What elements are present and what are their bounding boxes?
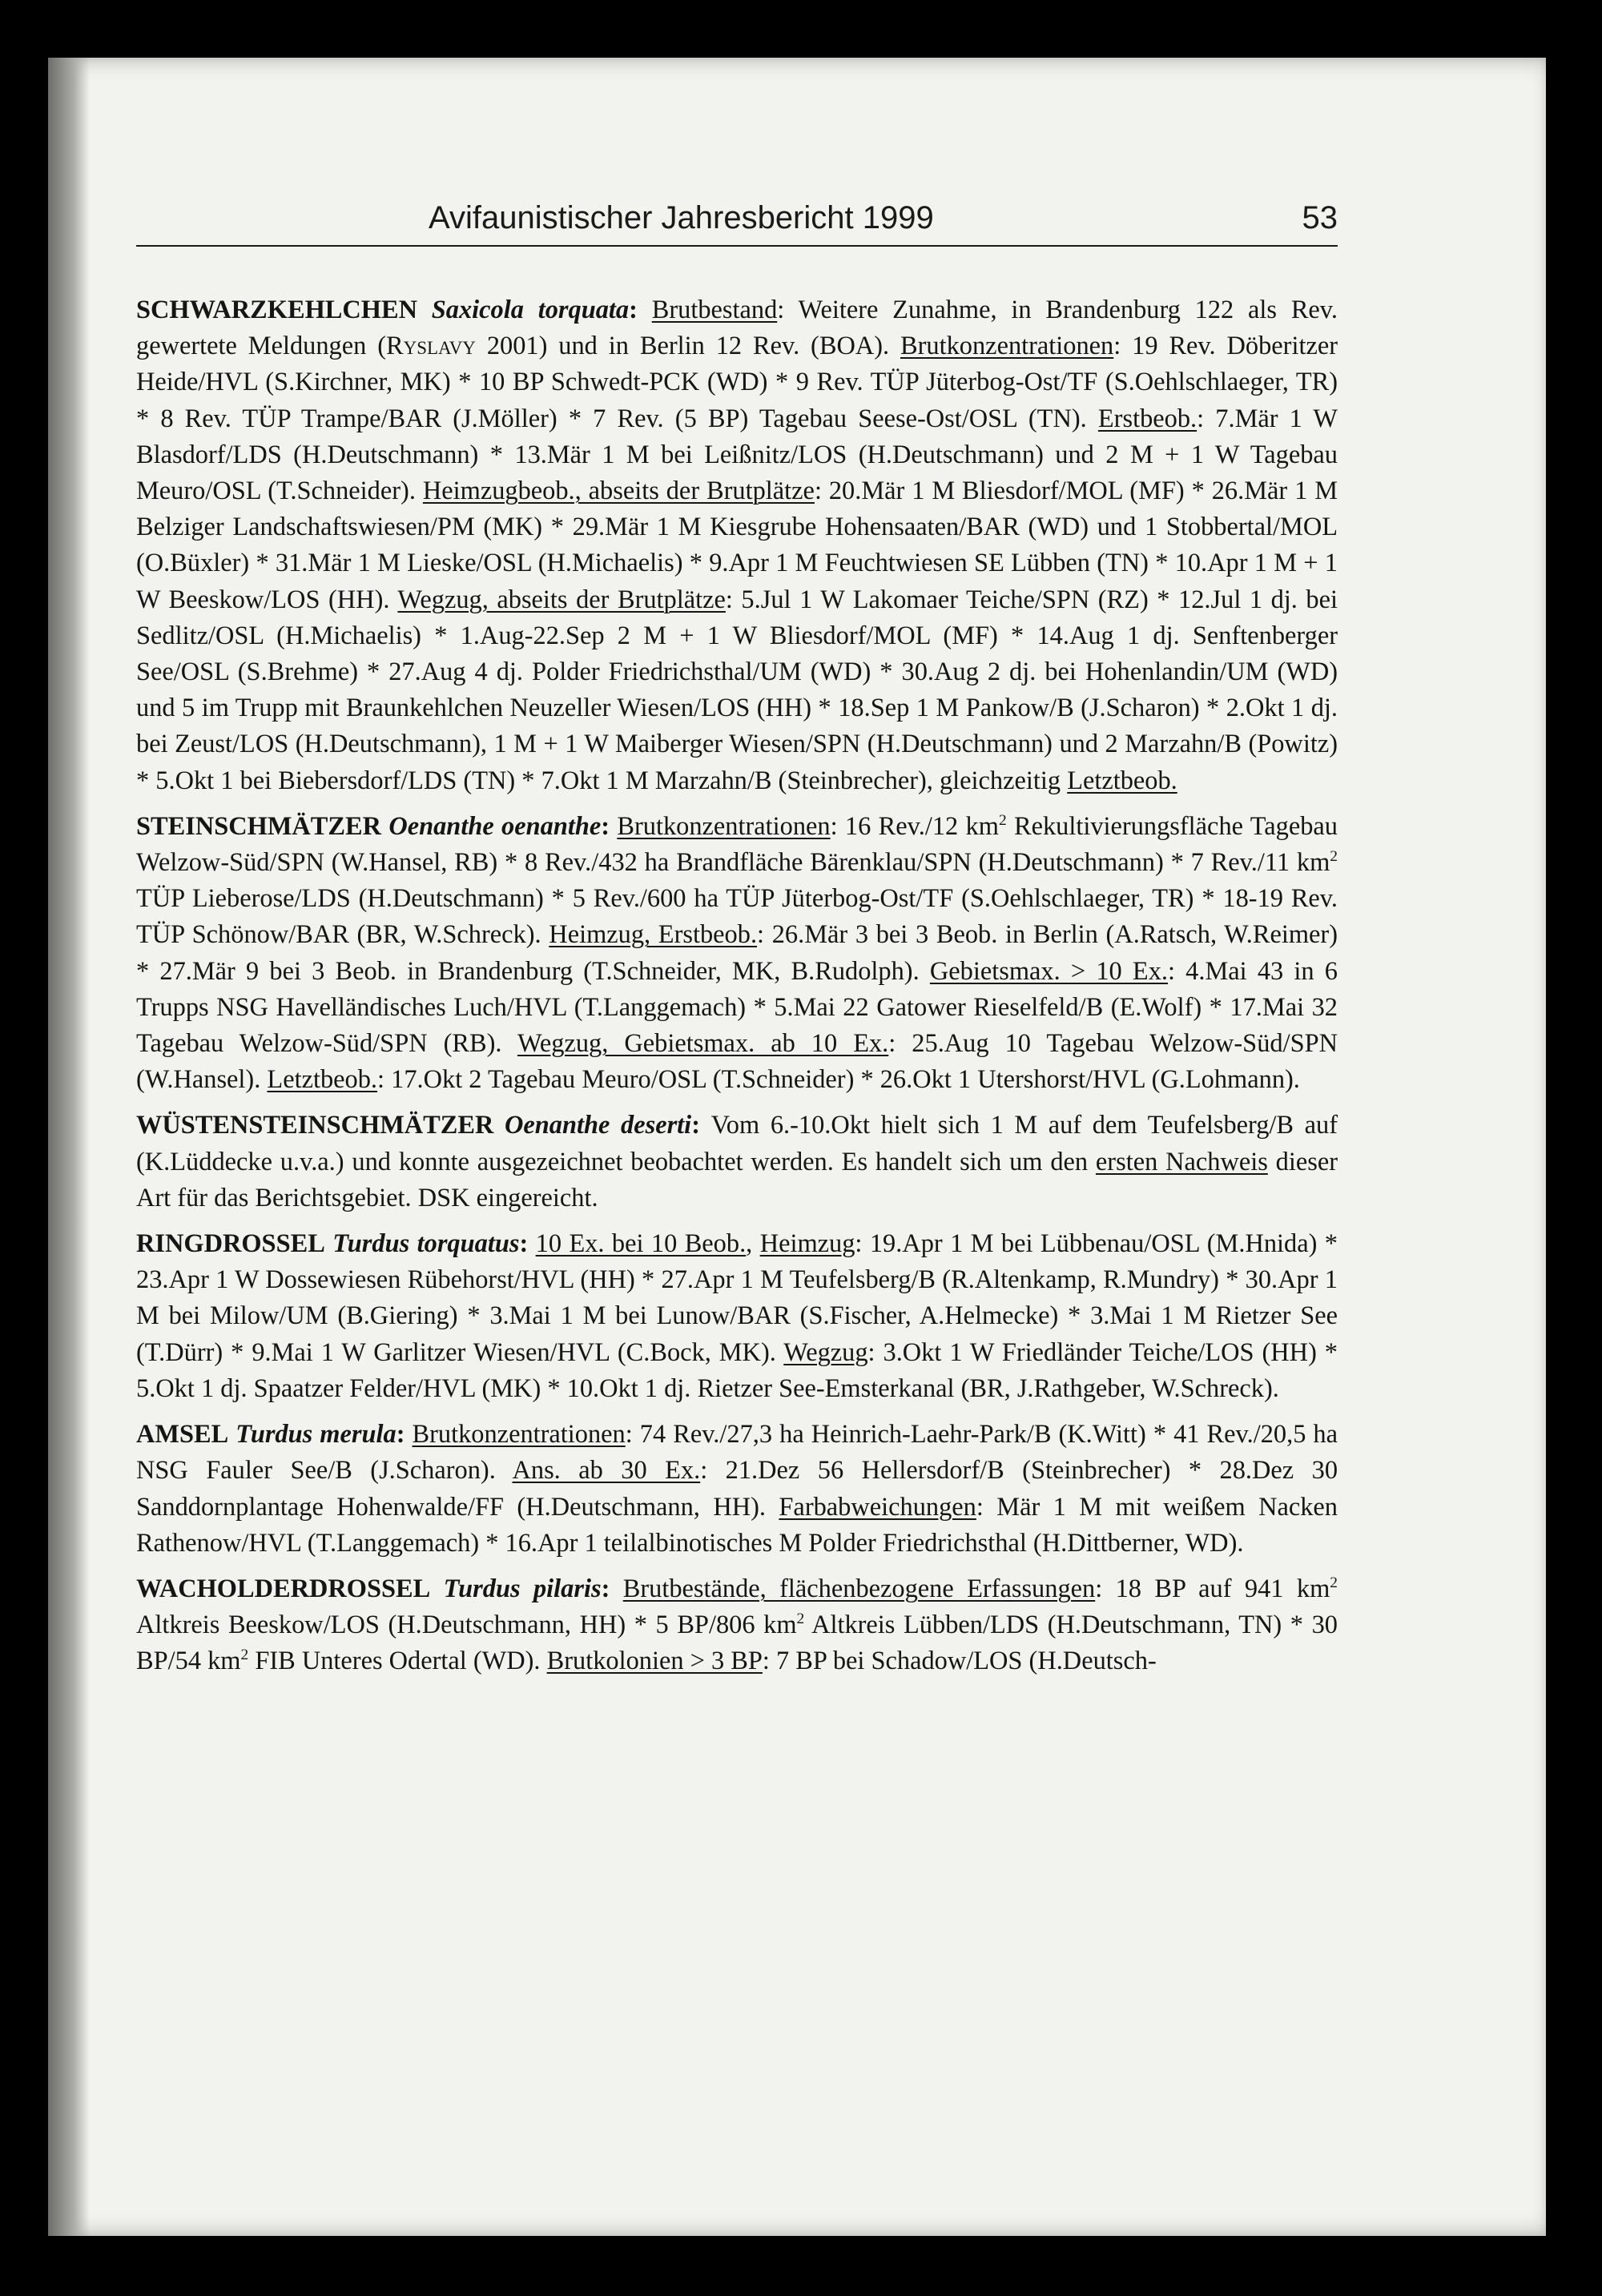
text-segment: : 7 BP bei Schadow/LOS (H.Deutsch- (762, 1647, 1157, 1676)
scientific-name: Turdus merula (235, 1420, 396, 1450)
section-label: Wegzug (783, 1337, 868, 1367)
header-rule (136, 245, 1338, 247)
text-segment: : 19 Rev. Döberitzer Heide/HVL (S.Kirchner, MK) * 10 BP Schwedt-PCK (WD) * 9 Rev. TÜP Jüterbog-Ost/TF (S.Oehlschlaeger, TR) * 8 Rev. TÜP Trampe/BAR (J.Möller) * 7 Rev. (5 BP) Tagebau Seese-Ost/OSL (TN). (136, 332, 1338, 433)
text-segment: : Weitere Zunahme, in Brandenburg 122 als Rev. gewertete Meldungen ( (136, 296, 1338, 361)
section-label: Wegzug, Gebietsmax. ab 10 Ex. (517, 1029, 889, 1059)
species-entry: STEINSCHMÄTZER Oenanthe oenanthe: Brutkonzentrationen: 16 Rev./12 $km^2$ Rekultivierungsfläche Tagebau Welzow-Süd/SPN (W.Hansel, RB) * 8 Rev./432 ha Brandfläche Bärenklau/SPN (H.Deutschmann) * 7 Rev./11 $km^2$ TÜP Lieberose/LDS (H.Deutschmann) * 5 Rev./600 ha TÜP Jüterbog-Ost/TF (S.Oehlschlaeger, TR) * 18-19 Rev. TÜP Schönow/BAR (BR, W.Schreck). Heimzug, Erstbeob.: 26.Mär 3 bei 3 Beob. in Berlin (A.Ratsch, W.Reimer) * 27.Mär 9 bei 3 Beob. in Brandenburg (T.Schneider, MK, B.Rudolph). Gebietsmax. > 10 Ex.: 4.Mai 43 in 6 Trupps NSG Havelländisches Luch/HVL (T.Langgemach) * 5.Mai 22 Gatower Rieselfeld/B (E.Wolf) * 17.Mai 32 Tagebau Welzow-Süd/SPN (RB). Wegzug, Gebietsmax. ab 10 Ex.: 25.Aug 10 Tagebau Welzow-Süd/SPN (W.Hansel). Letztbeob.: 17.Okt 2 Tagebau Meuro/OSL (T.Schneider) * 26.Okt 1 Utershorst/HVL (G.Lohmann). (136, 811, 1338, 1095)
section-label: Brutbestand (651, 296, 778, 324)
report-body (136, 292, 1338, 1690)
section-label: Brutkonzentrationen (412, 1420, 626, 1450)
section-label: Wegzug, abseits der Brutplätze (397, 585, 726, 614)
section-label: 10 Ex. bei 10 Beob. (535, 1229, 747, 1259)
scientific-name: Saxicola torquata (431, 296, 630, 324)
text-segment: TÜP Lieberose/LDS (H.Deutschmann) * 5 Rev./600 ha TÜP Jüterbog-Ost/TF (S.Oehlschlaeger, TR) * 18-19 Rev. TÜP Schönow/BAR (BR, W.Schreck). (136, 884, 1338, 950)
section-label: Heimzug, Erstbeob. (549, 920, 758, 950)
text-segment: : 17.Okt 2 Tagebau Meuro/OSL (T.Schneider) * 26.Okt 1 Utershorst/HVL (G.Lohmann). (377, 1065, 1300, 1095)
section-label: Erstbeob. (1097, 404, 1197, 433)
section-label: Gebietsmax. > 10 Ex. (929, 956, 1168, 986)
species-name: STEINSCHMÄTZER (136, 811, 381, 841)
section-label: Letztbeob. (1067, 766, 1177, 795)
section-label: Brutkonzentrationen (617, 811, 831, 841)
text-segment: : 21.Dez 56 Hellersdorf/B (Steinbrecher) * 28.Dez 30 Sanddornplantage Hohenwalde/FF (H.Deutschmann, HH). (136, 1456, 1338, 1522)
section-label: Farbabweichungen (779, 1492, 976, 1522)
page-header (136, 186, 1338, 250)
text-segment: Ryslavy (386, 332, 476, 361)
text-segment: FIB Unteres Odertal (WD). (248, 1647, 547, 1676)
text-segment: : 4.Mai 43 in 6 Trupps NSG Havelländisches Luch/HVL (T.Langgemach) * 5.Mai 22 Gatower Rieselfeld/B (E.Wolf) * 17.Mai 32 Tagebau Welzow-Süd/SPN (RB). (136, 956, 1338, 1059)
species-entry: SCHWARZKEHLCHEN Saxicola torquata: Brutbestand: Weitere Zunahme, in Brandenburg 122 als Rev. gewertete Meldungen (Ryslavy 2001) und in Berlin 12 Rev. (BOA). Brutkonzentrationen: 19 Rev. Döberitzer Heide/HVL (S.Kirchner, MK) * 10 BP Schwedt-PCK (WD) * 9 Rev. TÜP Jüterbog-Ost/TF (S.Oehlschlaeger, TR) * 8 Rev. TÜP Trampe/BAR (J.Möller) * 7 Rev. (5 BP) Tagebau Seese-Ost/OSL (TN). Erstbeob.: 7.Mär 1 W Blasdorf/LDS (H.Deutschmann) * 13.Mär 1 M bei Leißnitz/LOS (H.Deutschmann) und 2 M + 1 W Tagebau Meuro/OSL (T.Schneider). Heimzugbeob., abseits der Brutplätze: 20.Mär 1 M Bliesdorf/MOL (MF) * 26.Mär 1 M Belziger Landschaftswiesen/PM (MK) * 29.Mär 1 M Kiesgrube Hohensaaten/BAR (WD) und 1 Stobbertal/MOL (O.Büxler) * 31.Mär 1 M Lieske/OSL (H.Michaelis) * 9.Apr 1 M Feuchtwiesen SE Lübben (TN) * 10.Apr 1 M + 1 W Beeskow/LOS (HH). Wegzug, abseits der Brutplätze: 5.Jul 1 W Lakomaer Teiche/SPN (RZ) * 12.Jul 1 dj. bei Sedlitz/OSL (H.Michaelis) * 1.Aug-22.Sep 2 M + 1 W Bliesdorf/MOL (MF) * 14.Aug 1 dj. Senftenberger See/OSL (S.Brehme) * 27.Aug 4 dj. Polder Friedrichsthal/UM (WD) * 30.Aug 2 dj. bei Hohenlandin/UM (WD) und 5 im Trupp mit Braunkehlchen Neuzeller Wiesen/LOS (HH) * 18.Sep 1 M Pankow/B (J.Scharon) * 2.Okt 1 dj. bei Zeust/LOS (H.Deutschmann), 1 M + 1 W Maiberger Wiesen/SPN (H.Deutschmann) und 2 Marzahn/B (Powitz) * 5.Okt 1 bei Biebersdorf/LDS (TN) * 7.Okt 1 M Marzahn/B (Steinbrecher), gleichzeitig Letztbeob. (136, 296, 1338, 795)
text-segment: : Mär 1 M mit weißem Nacken Rathenow/HVL (T.Langgemach) * 16.Apr 1 teilalbinotisches M Polder Friedrichsthal (H.Dittberner, WD). (136, 1492, 1338, 1558)
section-label: Ans. ab 30 Ex. (512, 1456, 701, 1486)
text-segment: 2 (240, 1647, 249, 1664)
species-name: SCHWARZKEHLCHEN (136, 296, 417, 324)
species-name: WACHOLDERDROSSEL (136, 1574, 431, 1603)
text-segment: : 18 BP auf 941 km (1095, 1574, 1330, 1603)
text-segment: dieser Art für das Berichtsgebiet. DSK eingereicht. (136, 1147, 1338, 1212)
text-segment: : 25.Aug 10 Tagebau Welzow-Süd/SPN (W.Hansel). (136, 1029, 1338, 1095)
section-label: Letztbeob. (267, 1065, 378, 1095)
running-title: Avifaunistischer Jahresbericht 1999 (429, 200, 934, 235)
scientific-name: Turdus pilaris (443, 1574, 602, 1603)
section-label: Heimzug (759, 1229, 855, 1259)
section-label: Brutkonzentrationen (900, 332, 1114, 361)
text-segment: 2 (796, 1610, 805, 1628)
text-segment: 2 (998, 812, 1007, 830)
scientific-name: Turdus torquatus (332, 1229, 520, 1259)
text-segment: Rekultivierungsfläche Tagebau Welzow-Süd/SPN (W.Hansel, RB) * 8 Rev./432 ha Brandfläche Bärenklau/SPN (H.Deutschmann) * 7 Rev./11 km (136, 811, 1338, 878)
species-name: WÜSTENSTEINSCHMÄTZER (136, 1111, 494, 1140)
species-entry: WACHOLDERDROSSEL Turdus pilaris: Brutbestände, flächenbezogene Erfassungen: 18 BP auf 941 $km^2$ Altkreis Beeskow/LOS (H.Deutschmann, HH) * 5 BP/806 $km^2$ Altkreis Lübben/LDS (H.Deutschmann, TN) * 30 BP/54 $km^2$ FIB Unteres Odertal (WD). Brutkolonien > 3 BP: 7 BP bei Schadow/LOS (H.Deutsch- (136, 1574, 1338, 1676)
text-segment: : 16 Rev./12 km (830, 811, 999, 841)
text-segment: Altkreis Beeskow/LOS (H.Deutschmann, HH) * 5 BP/806 km (136, 1610, 797, 1640)
species-entry: RINGDROSSEL Turdus torquatus: 10 Ex. bei 10 Beob., Heimzug: 19.Apr 1 M bei Lübbenau/OSL (M.Hnida) * 23.Apr 1 W Dossewiesen Rübehorst/HVL (HH) * 27.Apr 1 M Teufelsberg/B (R.Altenkamp, R.Mundry) * 30.Apr 1 M bei Milow/UM (B.Giering) * 3.Mai 1 M bei Lunow/BAR (S.Fischer, A.Helmecke) * 3.Mai 1 M Rietzer See (T.Dürr) * 9.Mai 1 W Garlitzer Wiesen/HVL (C.Bock, MK). Wegzug: 3.Okt 1 W Friedländer Teiche/LOS (HH) * 5.Okt 1 dj. Spaatzer Felder/HVL (MK) * 10.Okt 1 dj. Rietzer See-Emsterkanal (BR, J.Rathgeber, W.Schreck). (136, 1229, 1338, 1403)
section-label: Brutbestände, flächenbezogene Erfassungen (622, 1574, 1096, 1603)
section-label: Heimzugbeob., abseits der Brutplätze (422, 476, 815, 506)
species-entry: WÜSTENSTEINSCHMÄTZER Oenanthe deserti: Vom 6.-10.Okt hielt sich 1 M auf dem Teufelsberg/B auf (K.Lüddecke u.v.a.) und konnte ausgezeichnet beobachtet werden. Es handelt sich um den ersten Nachweis dieser Art für das Berichtsgebiet. DSK eingereicht. (136, 1111, 1338, 1212)
text-segment: : 7.Mär 1 W Blasdorf/LDS (H.Deutschmann) * 13.Mär 1 M bei Leißnitz/LOS (H.Deutschmann) und 2 M + 1 W Tagebau Meuro/OSL (T.Schneider). (136, 404, 1338, 506)
section-label: Brutkolonien > 3 BP (546, 1647, 763, 1676)
text-segment: 2 (1330, 1574, 1338, 1592)
text-segment: 2001) und in Berlin 12 Rev. (BOA). (475, 332, 901, 361)
text-segment: : 3.Okt 1 W Friedländer Teiche/LOS (HH) * 5.Okt 1 dj. Spaatzer Felder/HVL (MK) * 10.Okt 1 dj. Rietzer See-Emsterkanal (BR, J.Rathgeber, W.Schreck). (136, 1337, 1338, 1403)
section-label: ersten Nachweis (1095, 1147, 1268, 1176)
text-segment: : 26.Mär 3 bei 3 Beob. in Berlin (A.Ratsch, W.Reimer) * 27.Mär 9 bei 3 Beob. in Brandenburg (T.Schneider, MK, B.Rudolph). (136, 920, 1338, 986)
text-segment: : 74 Rev./27,3 ha Heinrich-Laehr-Park/B (K.Witt) * 41 Rev./20,5 ha NSG Fauler See/B (J.Scharon). (136, 1420, 1338, 1486)
text-segment: 2 (1330, 848, 1338, 866)
text-segment: : 20.Mär 1 M Bliesdorf/MOL (MF) * 26.Mär 1 M Belziger Landschaftswiesen/PM (MK) * 29.Mär 1 M Kiesgrube Hohensaaten/BAR (WD) und 1 Stobbertal/MOL (O.Büxler) * 31.Mär 1 M Lieske/OSL (H.Michaelis) * 9.Apr 1 M Feuchtwiesen SE Lübben (TN) * 10.Apr 1 M + 1 W Beeskow/LOS (HH). (136, 476, 1338, 614)
text-segment: : 19.Apr 1 M bei Lübbenau/OSL (M.Hnida) * 23.Apr 1 W Dossewiesen Rübehorst/HVL (HH) * 27.Apr 1 M Teufelsberg/B (R.Altenkamp, R.Mundry) * 30.Apr 1 M bei Milow/UM (B.Giering) * 3.Mai 1 M bei Lunow/BAR (S.Fischer, A.Helmecke) * 3.Mai 1 M Rietzer See (T.Dürr) * 9.Mai 1 W Garlitzer Wiesen/HVL (C.Bock, MK). (136, 1229, 1338, 1367)
page-number: 53 (1302, 200, 1338, 235)
text-segment: Vom 6.-10.Okt hielt sich 1 M auf dem Teufelsberg/B auf (K.Lüddecke u.v.a.) und konnte ausgezeichnet beobachtet werden. Es handelt sich um den (136, 1111, 1338, 1176)
species-name: RINGDROSSEL (136, 1229, 325, 1259)
species-name: AMSEL (136, 1420, 229, 1450)
scientific-name: Oenanthe oenanthe (388, 811, 602, 841)
text-segment: : 5.Jul 1 W Lakomaer Teiche/SPN (RZ) * 12.Jul 1 dj. bei Sedlitz/OSL (H.Michaelis) * 1.Aug-22.Sep 2 M + 1 W Bliesdorf/MOL (MF) * 14.Aug 1 dj. Senftenberger See/OSL (S.Brehme) * 27.Aug 4 dj. Polder Friedrichsthal/UM (WD) * 30.Aug 2 dj. bei Hohenlandin/UM (WD) und 5 im Trupp mit Braunkehlchen Neuzeller Wiesen/LOS (HH) * 18.Sep 1 M Pankow/B (J.Scharon) * 2.Okt 1 dj. bei Zeust/LOS (H.Deutschmann), 1 M + 1 W Maiberger Wiesen/SPN (H.Deutschmann) und 2 Marzahn/B (Powitz) * 5.Okt 1 bei Biebersdorf/LDS (TN) * 7.Okt 1 M Marzahn/B (Steinbrecher), gleichzeitig (136, 585, 1338, 795)
scientific-name: Oenanthe deserti (505, 1111, 692, 1140)
species-entry: AMSEL Turdus merula: Brutkonzentrationen: 74 Rev./27,3 ha Heinrich-Laehr-Park/B (K.Witt) * 41 Rev./20,5 ha NSG Fauler See/B (J.Scharon). Ans. ab 30 Ex.: 21.Dez 56 Hellersdorf/B (Steinbrecher) * 28.Dez 30 Sanddornplantage Hohenwalde/FF (H.Deutschmann, HH). Farbabweichungen: Mär 1 M mit weißem Nacken Rathenow/HVL (T.Langgemach) * 16.Apr 1 teilalbinotisches M Polder Friedrichsthal (H.Dittberner, WD). (136, 1420, 1338, 1558)
page-gutter-shadow (48, 58, 90, 2236)
text-segment: Altkreis Lübben/LDS (H.Deutschmann, TN) * 30 BP/54 km (136, 1610, 1338, 1676)
text-segment: , (746, 1229, 760, 1259)
